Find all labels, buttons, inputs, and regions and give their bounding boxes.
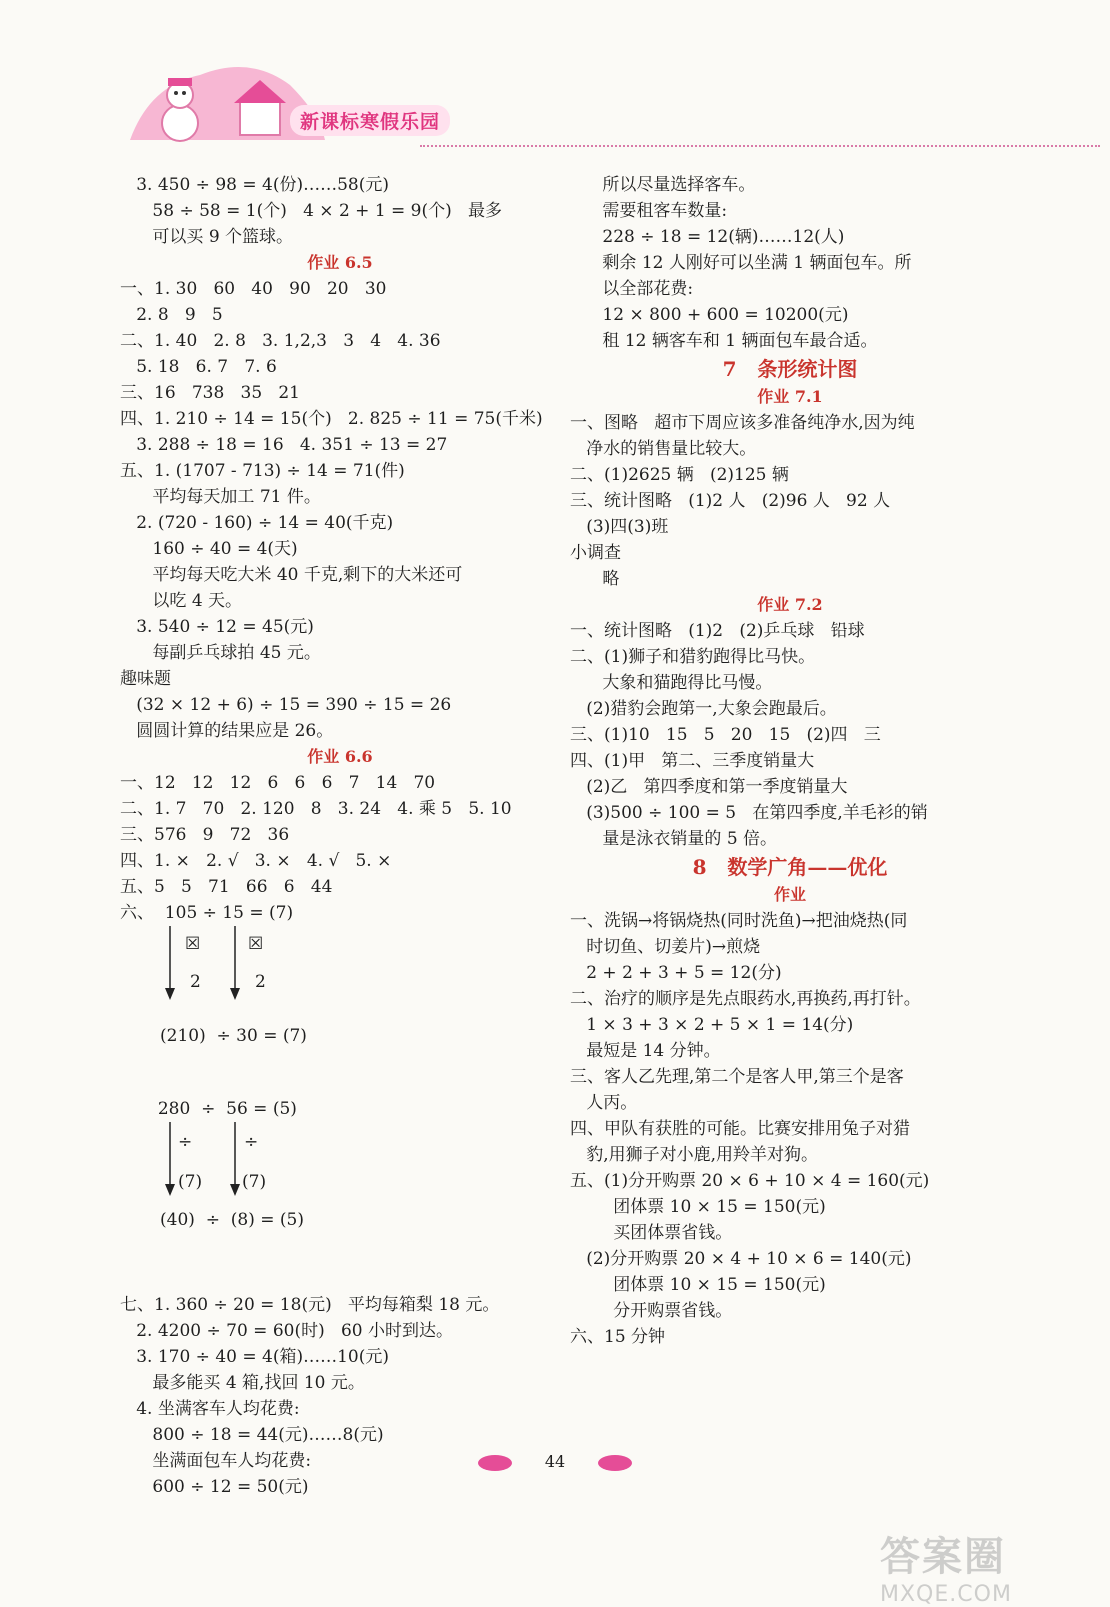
answer-line: 2. 4200 ÷ 70 = 60(时) 60 小时到达。	[120, 1321, 453, 1341]
answer-line: 3. 540 ÷ 12 = 45(元)	[120, 617, 314, 637]
answer-line: 平均每天加工 71 件。	[120, 487, 321, 507]
answer-line: 净水的销售量比较大。	[570, 439, 757, 459]
answer-line: 二、(1)狮子和猎豹跑得比马快。	[570, 647, 816, 667]
answer-line: 每副乒乓球拍 45 元。	[120, 643, 321, 663]
chapter-heading: 7 条形统计图	[722, 357, 858, 381]
answer-line: 圆圆计算的结果应是 26。	[120, 721, 334, 741]
chapter-heading: 8 数学广角——优化	[692, 855, 888, 879]
answer-line: 2. 8 9 5	[120, 305, 223, 325]
diagram-label: (210) ÷ 30 = (7)	[160, 1026, 307, 1046]
answer-line: 豹,用狮子对小鹿,用羚羊对狗。	[570, 1145, 819, 1165]
answer-line: 2 + 2 + 3 + 5 = 12(分)	[570, 963, 782, 983]
answer-line: 三、576 9 72 36	[120, 825, 290, 845]
answer-line: (2)分开购票 20 × 4 + 10 × 6 = 140(元)	[570, 1249, 912, 1269]
answer-line: 二、治疗的顺序是先点眼药水,再换药,再打针。	[570, 989, 921, 1009]
header-title: 新课标寒假乐园	[290, 105, 450, 136]
answer-line: 一、12 12 12 6 6 6 7 14 70	[120, 773, 436, 793]
answer-line: 大象和猫跑得比马慢。	[570, 673, 773, 693]
division-diagram	[120, 1122, 560, 1292]
diagram-label: ☒	[248, 934, 264, 954]
answer-line: 剩余 12 人刚好可以坐满 1 辆面包车。所	[570, 253, 912, 273]
watermark-domain: MXQE.COM	[880, 1582, 1012, 1607]
answer-line: 一、1. 30 60 40 90 20 30	[120, 279, 387, 299]
downward-arrow-icons	[120, 926, 420, 1026]
division-diagram	[120, 926, 560, 1096]
answer-line: 最短是 14 分钟。	[570, 1041, 721, 1061]
answer-line: 所以尽量选择客车。	[570, 175, 756, 195]
answer-line: 租 12 辆客车和 1 辆面包车最合适。	[570, 331, 878, 351]
answer-line: 分开购票省钱。	[570, 1301, 733, 1321]
answer-line: (2)乙 第四季度和第一季度销量大	[570, 777, 848, 797]
answer-line: 3. 288 ÷ 18 = 16 4. 351 ÷ 13 = 27	[120, 435, 448, 455]
decorative-flower-icon	[598, 1455, 632, 1471]
answer-line: 2. (720 - 160) ÷ 14 = 40(千克)	[120, 513, 394, 533]
answer-line: 三、16 738 35 21	[120, 383, 300, 403]
answer-line: 三、客人乙先理,第二个是客人甲,第三个是客	[570, 1067, 904, 1087]
diagram-label: (40) ÷ (8) = (5)	[160, 1210, 304, 1230]
answer-line: 小调查	[570, 543, 621, 563]
answer-line: (3)500 ÷ 100 = 5 在第四季度,羊毛衫的销	[570, 803, 928, 823]
page-number: 44	[544, 1452, 566, 1471]
header-dotted-rule	[420, 145, 1100, 147]
answer-line: 228 ÷ 18 = 12(辆)……12(人)	[570, 227, 845, 247]
answer-line: 3. 450 ÷ 98 = 4(份)……58(元)	[120, 175, 389, 195]
homework-heading: 作业 6.6	[307, 747, 373, 766]
answer-line: 以全部花费:	[570, 279, 694, 299]
answer-line: 四、(1)甲 第二、三季度销量大	[570, 751, 815, 771]
left-column	[120, 172, 560, 1500]
answer-line: 量是泳衣销量的 5 倍。	[570, 829, 778, 849]
homework-heading: 作业	[773, 885, 806, 904]
downward-arrow-icons	[120, 1122, 420, 1222]
homework-heading: 作业 6.5	[307, 253, 373, 272]
answer-line: 买团体票省钱。	[570, 1223, 733, 1243]
answer-line: (3)四(3)班	[570, 517, 669, 537]
answer-line: (32 × 12 + 6) ÷ 15 = 390 ÷ 15 = 26	[120, 695, 452, 715]
answer-line: 一、洗锅→将锅烧热(同时洗鱼)→把油烧热(同	[570, 911, 908, 931]
answer-line: 58 ÷ 58 = 1(个) 4 × 2 + 1 = 9(个) 最多	[120, 201, 502, 221]
answer-line: 3. 170 ÷ 40 = 4(箱)……10(元)	[120, 1347, 389, 1367]
answer-line: (2)猎豹会跑第一,大象会跑最后。	[570, 699, 837, 719]
answer-line: 可以买 9 个篮球。	[120, 227, 294, 247]
answer-line: 四、甲队有获胜的可能。比赛安排用兔子对猎	[570, 1119, 910, 1139]
answer-line: 二、1. 7 70 2. 120 8 3. 24 4. 乘 5 5. 10	[120, 799, 512, 819]
homework-heading: 作业 7.1	[757, 387, 823, 406]
diagram-label: 2	[190, 972, 201, 992]
answer-line: 以吃 4 天。	[120, 591, 243, 611]
answer-line: 五、5 5 71 66 6 44	[120, 877, 333, 897]
answer-line: 四、1. × 2. √ 3. × 4. √ 5. ×	[120, 851, 392, 871]
answer-line: 4. 坐满客车人均花费:	[120, 1399, 300, 1419]
answer-line: 六、15 分钟	[570, 1327, 666, 1347]
answer-line: 七、1. 360 ÷ 20 = 18(元) 平均每箱梨 18 元。	[120, 1295, 500, 1315]
answer-line: 最多能买 4 箱,找回 10 元。	[120, 1373, 365, 1393]
answer-line: 趣味题	[120, 669, 171, 689]
diagram-label: ÷	[244, 1132, 259, 1152]
answer-line: 二、(1)2625 辆 (2)125 辆	[570, 465, 789, 485]
answer-line: 12 × 800 + 600 = 10200(元)	[570, 305, 849, 325]
diagram-label: (7)	[178, 1172, 203, 1192]
right-column	[570, 172, 1010, 1350]
answer-line: 坐满面包车人均花费:	[120, 1451, 312, 1471]
answer-line: 五、1. (1707 - 713) ÷ 14 = 71(件)	[120, 461, 405, 481]
answer-line: 280 ÷ 56 = (5)	[120, 1099, 297, 1119]
answer-line: 三、统计图略 (1)2 人 (2)96 人 92 人	[570, 491, 891, 511]
answer-line: 160 ÷ 40 = 4(天)	[120, 539, 298, 559]
answer-line: 略	[570, 569, 620, 589]
answer-line: 人丙。	[570, 1093, 638, 1113]
answer-line: 四、1. 210 ÷ 14 = 15(个) 2. 825 ÷ 11 = 75(千米)	[120, 409, 543, 429]
answer-line: 1 × 3 + 3 × 2 + 5 × 1 = 14(分)	[570, 1015, 854, 1035]
answer-line: 团体票 10 × 15 = 150(元)	[570, 1275, 826, 1295]
answer-line: 800 ÷ 18 = 44(元)……8(元)	[120, 1425, 384, 1445]
answer-line: 一、图略 超市下周应该多准备纯净水,因为纯	[570, 413, 915, 433]
answer-line: 5. 18 6. 7 7. 6	[120, 357, 277, 377]
answer-line: 五、(1)分开购票 20 × 6 + 10 × 4 = 160(元)	[570, 1171, 930, 1191]
diagram-label: ÷	[178, 1132, 193, 1152]
answer-line: 时切鱼、切姜片)→煎烧	[570, 937, 761, 957]
snowman-banner-icon	[120, 45, 330, 155]
diagram-label: 2	[255, 972, 266, 992]
answer-line: 三、(1)10 15 5 20 15 (2)四 三	[570, 725, 881, 745]
answer-line: 团体票 10 × 15 = 150(元)	[570, 1197, 826, 1217]
diagram-label: (7)	[242, 1172, 267, 1192]
answer-line: 600 ÷ 12 = 50(元)	[120, 1477, 309, 1497]
answer-line: 平均每天吃大米 40 千克,剩下的大米还可	[120, 565, 463, 585]
homework-heading: 作业 7.2	[757, 595, 823, 614]
diagram-label: ☒	[185, 934, 201, 954]
answer-line: 二、1. 40 2. 8 3. 1,2,3 3 4 4. 36	[120, 331, 441, 351]
answer-line: 需要租客车数量:	[570, 201, 728, 221]
watermark-text: 答案圈 MXQE.COM	[880, 1534, 1012, 1607]
answer-line: 六、 105 ÷ 15 = (7)	[120, 903, 294, 923]
answer-line: 一、统计图略 (1)2 (2)乒乓球 铅球	[570, 621, 865, 641]
page-header	[120, 45, 1000, 165]
